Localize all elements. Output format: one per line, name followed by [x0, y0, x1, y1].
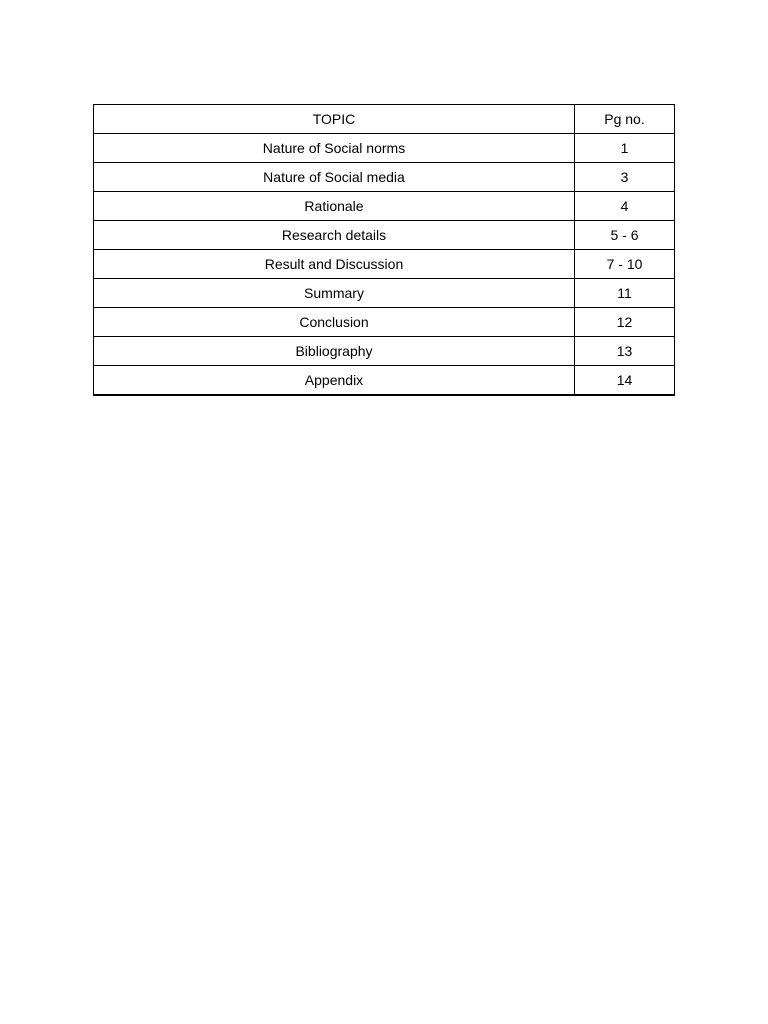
topic-cell: Nature of Social norms — [94, 134, 575, 163]
table-row — [94, 308, 675, 337]
page-number-cell: 13 — [575, 337, 675, 366]
page-number-cell: 11 — [575, 279, 675, 308]
table-row — [94, 250, 675, 279]
table-of-contents — [93, 104, 675, 396]
page-number-cell: 12 — [575, 308, 675, 337]
table-row — [94, 337, 675, 366]
page-number-cell: 7 - 10 — [575, 250, 675, 279]
table-header-row — [94, 105, 675, 134]
page-number-cell: 3 — [575, 163, 675, 192]
topic-cell: Rationale — [94, 192, 575, 221]
table-row — [94, 279, 675, 308]
page-number-cell: 5 - 6 — [575, 221, 675, 250]
table-row — [94, 163, 675, 192]
topic-cell: Research details — [94, 221, 575, 250]
topic-cell: Result and Discussion — [94, 250, 575, 279]
topic-cell: Conclusion — [94, 308, 575, 337]
topic-cell: Summary — [94, 279, 575, 308]
topic-cell: Appendix — [94, 366, 575, 396]
topic-cell: Bibliography — [94, 337, 575, 366]
topic-cell: Nature of Social media — [94, 163, 575, 192]
page-number-cell: 4 — [575, 192, 675, 221]
table-row — [94, 366, 675, 396]
table-row — [94, 192, 675, 221]
table-row — [94, 221, 675, 250]
page-column-header: Pg no. — [575, 105, 675, 134]
page-number-cell: 14 — [575, 366, 675, 396]
topic-column-header: TOPIC — [94, 105, 575, 134]
table-row — [94, 134, 675, 163]
page-number-cell: 1 — [575, 134, 675, 163]
